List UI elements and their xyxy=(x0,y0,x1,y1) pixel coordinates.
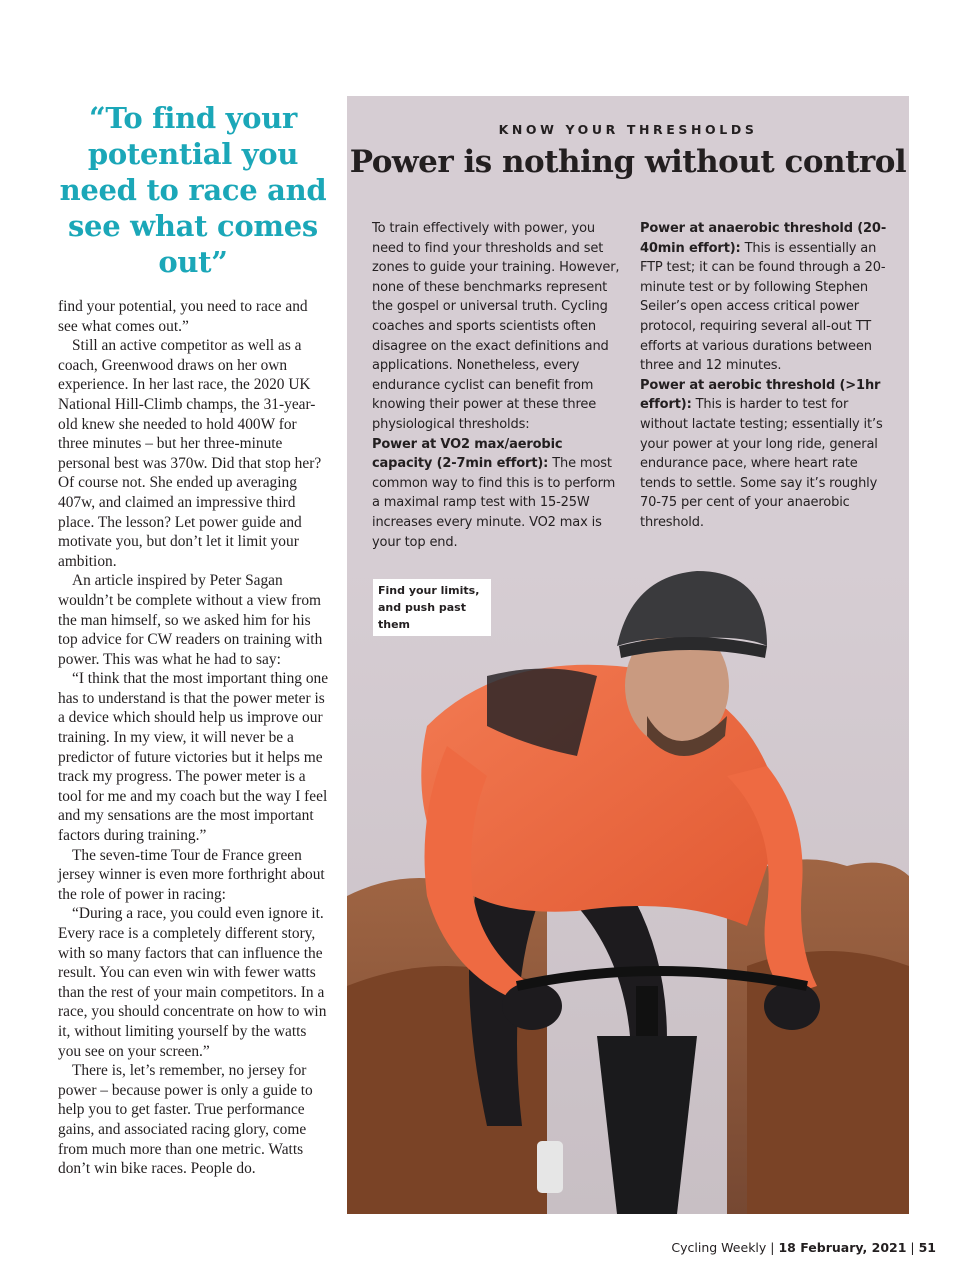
anaerobic-text: This is essentially an FTP test; it can be found through a 20-minute test or by following Stephen Seiler’s open access critical power protocol, requiring several all-out TT efforts at various durations between three and 12 minutes. xyxy=(640,240,886,374)
pull-quote: “To find your potential you need to race and see what comes out” xyxy=(59,101,327,279)
sidebar-headline: Power is nothing without control xyxy=(349,144,907,180)
magazine-name: Cycling Weekly xyxy=(671,1240,767,1255)
body-paragraph: “I think that the most important thing one has to understand is that the power meter is a device which should help us improve our training. In my view, it will never be a predictor of future victories but it helps me track my progress. The power meter is a tool for me and my coach but the way I feel and my sensations are the most important factors during training.” xyxy=(58,670,329,845)
footer-separator: | xyxy=(906,1240,919,1255)
cyclist-photo xyxy=(347,566,909,1214)
sidebar-column-left xyxy=(372,219,624,552)
vo2-heading: Power at VO2 max/aerobic capacity (2-7min effort): xyxy=(372,436,563,472)
body-paragraph: There is, let’s remember, no jersey for power – because power is only a guide to help you to get faster. True performance gains, and associated racing glory, come from much more than one metric. Watts don’t win bike races. People do. xyxy=(58,1062,313,1178)
photo-caption: Find your limits, and push past them xyxy=(373,579,491,636)
aerobic-text: This is harder to test for without lactate testing; essentially it’s your power at your long ride, general endurance pace, where heart rate tends to settle. Some say it’s roughly 70-75 per cent of your anaerobic threshold. xyxy=(640,397,883,530)
body-paragraph: An article inspired by Peter Sagan wouldn’t be complete without a view from the man himself, so we asked him for his top advice for CW readers on training with power. This was what he had to say: xyxy=(58,572,323,668)
vo2-text: The most common way to find this is to perform a maximal ramp test with 15-25W increases every minute. VO2 max is your top end. xyxy=(372,456,616,550)
aerobic-heading: Power at aerobic threshold (>1hr effort): xyxy=(640,377,881,413)
sidebar-intro: To train effectively with power, you need to find your thresholds and set zones to guide your training. However, none of these benchmarks represent the gospel or universal truth. Cycling coaches and sports scientists often disagree on the exact definitions and applications. Nonetheless, every endurance cyclist can benefit from knowing their power at these three physiological thresholds: xyxy=(372,221,620,432)
page-number: 51 xyxy=(918,1240,936,1255)
body-paragraph: find your potential, you need to race and see what comes out.” xyxy=(58,298,308,335)
body-paragraph: The seven-time Tour de France green jersey winner is even more forthright about the role of power in racing: xyxy=(58,846,325,903)
issue-date: 18 February, 2021 xyxy=(778,1240,907,1255)
body-paragraph: Still an active competitor as well as a coach, Greenwood draws on her own experience. In her last race, the 2020 UK National Hill-Climb champs, the 31-year-old knew she needed to hold 400W for three minutes – but her three-minute personal best was 370w. Did that stop her? Of course not. She ended up averaging 407w, and claimed an impressive third place. The lesson? Let power guide and motivate you, but don’t let it limit your ambition. xyxy=(58,337,322,570)
sidebar-kicker: KNOW YOUR THRESHOLDS xyxy=(498,122,758,137)
sidebar-column-right xyxy=(640,219,890,533)
thresholds-sidebar xyxy=(347,96,909,1214)
page-footer xyxy=(671,1240,936,1255)
anaerobic-heading: Power at anaerobic threshold (20-40min effort): xyxy=(640,221,887,256)
footer-separator: | xyxy=(766,1240,779,1255)
body-paragraph: “During a race, you could even ignore it. Every race is a completely different story, with so many factors that can influence the result. You can even win with fewer watts than the rest of your main competitors. In a race, you should concentrate on how to win it, without limiting yourself by the watts you see on your screen.” xyxy=(58,905,327,1060)
article-body xyxy=(58,297,330,1179)
